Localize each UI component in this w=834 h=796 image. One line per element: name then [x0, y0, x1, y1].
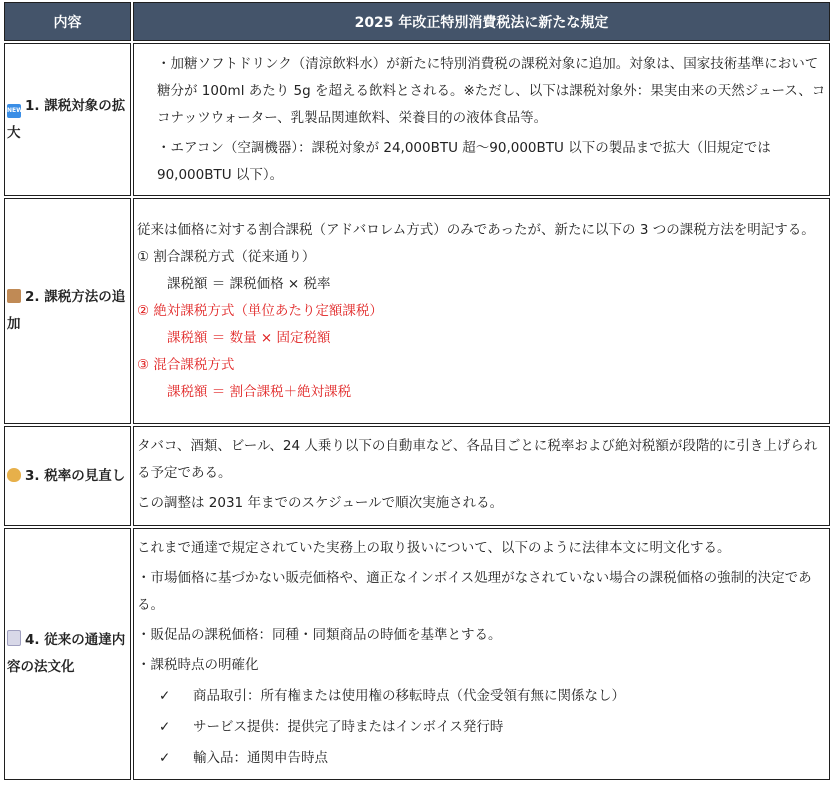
- row-label: [4, 43, 131, 196]
- method-formula: 課税額 ＝ 割合課税＋絶対課税: [167, 383, 352, 400]
- paragraph: タバコ、酒類、ビール、24 人乗り以下の自動車など、各品目ごとに税率および絶対税額が段階的に引き上げられる予定である。: [137, 437, 818, 481]
- row-label-text: 4. 従来の通達内容の法文化: [7, 632, 126, 675]
- row-label: [4, 198, 131, 424]
- paragraph: ・市場価格に基づかない販売価格や、適正なインボイス処理がなされていない場合の課税価格の強制的決定である。: [137, 570, 812, 613]
- table-row: [4, 43, 830, 196]
- method-title: ① 割合課税方式（従来通り）: [137, 248, 316, 265]
- table-row: [4, 528, 830, 780]
- row-content: [133, 198, 830, 424]
- check-icon: ✓: [159, 750, 171, 766]
- check-icon: ✓: [159, 688, 171, 704]
- row-label: [4, 528, 131, 780]
- paragraph: 従来は価格に対する割合課税（アドバロレム方式）のみであったが、新たに以下の 3 つの課税方法を明記する。: [137, 221, 815, 238]
- check-item-text: 商品取引：所有権または使用権の移転時点（代金受領有無に関係なし）: [193, 688, 625, 704]
- check-item: [137, 714, 829, 741]
- row-label-text: 3. 税率の見直し: [25, 467, 126, 484]
- row-label: [4, 426, 131, 526]
- paragraph: ・加糖ソフトドリンク（清涼飲料水）が新たに特別消費税の課税対象に追加。対象は、国家技術基準において糖分が 100ml あたり 5g を超える飲料とされる。※ただし、以下は課税対象外：果実由来の天然ジュース、ココナッツウォーター、乳製品関連飲料、栄養目的の液体食品等。: [157, 55, 826, 126]
- paragraph: ・課税時点の明確化: [137, 657, 259, 673]
- method-title: ② 絶対課税方式（単位あたり定額課税）: [137, 302, 383, 319]
- regulation-table: [2, 0, 832, 782]
- check-item: [137, 745, 829, 772]
- check-item-text: サービス提供：提供完了時またはインボイス発行時: [193, 719, 504, 735]
- row-label-text: 1. 課税対象の拡大: [7, 97, 126, 141]
- method-title: ③ 混合課税方式: [137, 356, 235, 373]
- check-item: [137, 683, 829, 710]
- table-row: [4, 198, 830, 424]
- paragraph: ・販促品の課税価格：同種・同類商品の時価を基準とする。: [137, 627, 502, 643]
- row-content: [133, 426, 830, 526]
- table-header-row: [4, 2, 830, 41]
- new-icon: NEW: [7, 104, 21, 118]
- check-item-text: 輸入品：通関申告時点: [193, 750, 328, 766]
- package-icon: [7, 289, 21, 303]
- row-content: [133, 43, 830, 196]
- row-content: [133, 528, 830, 780]
- method-formula: 課税額 ＝ 課税価格 × 税率: [167, 275, 331, 292]
- row-label-text: 2. 課税方法の追加: [7, 289, 126, 332]
- table-row: [4, 426, 830, 526]
- paragraph: この調整は 2031 年までのスケジュールで順次実施される。: [137, 494, 504, 511]
- method-formula: 課税額 ＝ 数量 × 固定税額: [167, 329, 331, 346]
- header-title: 2025 年改正特別消費税法に新たな規定: [133, 2, 830, 41]
- header-content: 内容: [4, 2, 131, 41]
- document-icon: [7, 630, 21, 646]
- paragraph: ・エアコン（空調機器）：課税対象が 24,000BTU 超～90,000BTU 以下の製品まで拡大（旧規定では 90,000BTU 以下）。: [157, 139, 771, 183]
- check-icon: ✓: [159, 719, 171, 735]
- paragraph: これまで通達で規定されていた実務上の取り扱いについて、以下のように法律本文に明文化する。: [137, 540, 731, 556]
- money-bag-icon: [7, 468, 21, 482]
